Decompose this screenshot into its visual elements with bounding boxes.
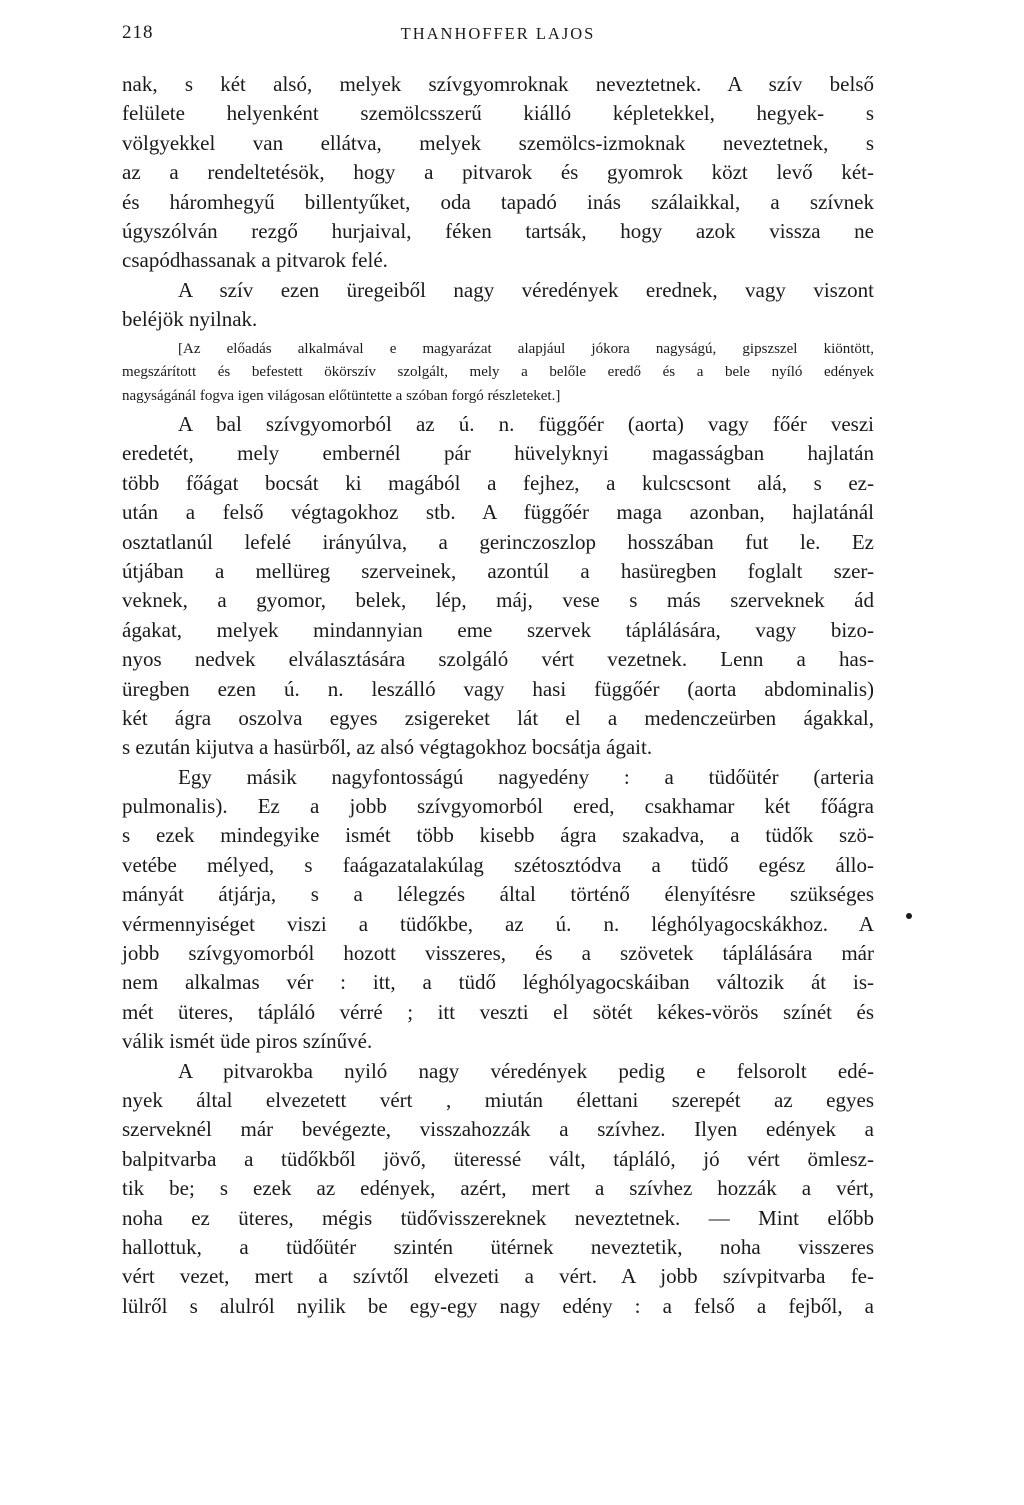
text-line: felülete helyenként szemölcsszerű kiálló képletekkel, hegyek- s: [122, 101, 874, 126]
margin-mark: [906, 913, 912, 919]
text-line: veknek, a gyomor, belek, lép, máj, vese s más szerveknek ád: [122, 588, 874, 613]
running-head: [122, 22, 874, 62]
text-line: két ágra oszolva egyes zsigereket lát el a medenczeürben ágakkal,: [122, 705, 874, 730]
text-line: balpitvarba a tüdőkből jövő, üteressé vált, tápláló, jó vért ömlesz-: [122, 1146, 874, 1171]
text-line: nyek által elvezetett vért , miután élettani szerepét az egyes: [122, 1088, 874, 1112]
text-line: s ezek mindegyike ismét több kisebb ágra szakadva, a tüdők szö-: [122, 823, 874, 848]
text-line: s ezután kijutva a hasürből, az alsó végtagokhoz bocsátja ágait.: [122, 735, 653, 760]
text-line: csapódhassanak a pitvarok felé.: [122, 248, 388, 273]
text-line: nem alkalmas vér : itt, a tüdő léghólyagocskáiban változik át is-: [122, 970, 874, 995]
body-text: [122, 70, 874, 1321]
note-line: megszárított és befestett ökörszív szolgált, mely a belőle eredő és a bele nyíló edények: [122, 364, 874, 381]
text-line: válik ismét üde piros színűvé.: [122, 1029, 373, 1054]
text-line: üregben ezen ú. n. leszálló vagy hasi függőér (aorta abdominalis): [122, 676, 874, 701]
text-line: mét üteres, tápláló vérré ; itt veszti el sötét kékes-vörös színét és: [122, 999, 874, 1024]
text-line: A pitvarokba nyiló nagy véredények pedig e felsorolt edé-: [178, 1058, 874, 1083]
text-line: útjában a mellüreg szerveinek, azontúl a hasüregben foglalt szer-: [122, 558, 874, 583]
text-line: után a felső végtagokhoz stb. A függőér maga azonban, hajlatánál: [122, 500, 874, 525]
text-line: pulmonalis). Ez a jobb szívgyomorból ered, csakhamar két főágra: [122, 794, 874, 819]
text-line: vért vezet, mert a szívtől elvezeti a vért. A jobb szívpitvarba fe-: [122, 1264, 874, 1289]
page-number: 218: [122, 22, 154, 43]
text-line: jobb szívgyomorból hozott visszeres, és a szövetek táplálására már: [122, 941, 874, 966]
text-line: eredetét, mely embernél pár hüvelyknyi magasságban hajlatán: [122, 441, 874, 466]
text-line: és háromhegyű billentyűket, oda tapadó inás szálaikkal, a szívnek: [122, 189, 874, 214]
text-line: noha ez üteres, mégis tüdővisszereknek neveztetnek. — Mint előbb: [122, 1205, 874, 1230]
book-page: [122, 22, 874, 1321]
note-line: nagyságánál fogva igen világosan előtüntette a szóban forgó részleteket.]: [122, 387, 561, 404]
text-line: Egy másik nagyfontosságú nagyedény : a tüdőütér (arteria: [178, 764, 874, 789]
text-line: úgyszólván rezgő hurjaival, féken tartsák, hogy azok vissza ne: [122, 218, 874, 243]
text-line: nyos nedvek elválasztására szolgáló vért vezetnek. Lenn a has-: [122, 647, 874, 672]
text-line: az a rendeltetésök, hogy a pitvarok és gyomrok közt levő két-: [122, 160, 874, 185]
text-line: hallottuk, a tüdőütér szintén ütérnek neveztetik, noha visszeres: [122, 1234, 874, 1259]
running-title: THANHOFFER LAJOS: [400, 24, 596, 43]
text-line: völgyekkel van ellátva, melyek szemölcs-izmoknak neveztetnek, s: [122, 130, 874, 155]
text-line: vetébe mélyed, s faágazatalakúlag szétosztódva a tüdő egész állo-: [122, 852, 874, 877]
text-line: tik be; s ezek az edények, azért, mert a szívhez hozzák a vért,: [122, 1176, 874, 1201]
text-line: A bal szívgyomorból az ú. n. függőér (aorta) vagy főér veszi: [178, 412, 874, 437]
editorial-note: [122, 338, 874, 409]
text-line: beléjök nyilnak.: [122, 307, 258, 332]
text-line: nak, s két alsó, melyek szívgyomroknak neveztetnek. A szív belső: [122, 72, 874, 96]
text-line: A szív ezen üregeiből nagy véredények erednek, vagy viszont: [178, 277, 874, 302]
text-line: osztatlanúl lefelé irányúlva, a gerinczoszlop hosszában fut le. Ez: [122, 529, 874, 554]
text-line: lülről s alulról nyilik be egy-egy nagy edény : a felső a fejből, a: [122, 1293, 874, 1318]
text-line: vérmennyiséget viszi a tüdőkbe, az ú. n. léghólyagocskákhoz. A: [122, 911, 874, 936]
note-line: [Az előadás alkalmával e magyarázat alapjául jókora nagyságú, gipszszel kiöntött,: [178, 340, 874, 357]
text-line: szerveknél már bevégezte, visszahozzák a szívhez. Ilyen edények a: [122, 1117, 874, 1142]
text-line: mányát átjárja, s a lélegzés által történő élenyítésre szükséges: [122, 882, 874, 907]
text-line: több főágat bocsát ki magából a fejhez, a kulcscsont alá, s ez-: [122, 470, 874, 495]
text-line: ágakat, melyek mindannyian eme szervek táplálására, vagy bizo-: [122, 617, 874, 642]
